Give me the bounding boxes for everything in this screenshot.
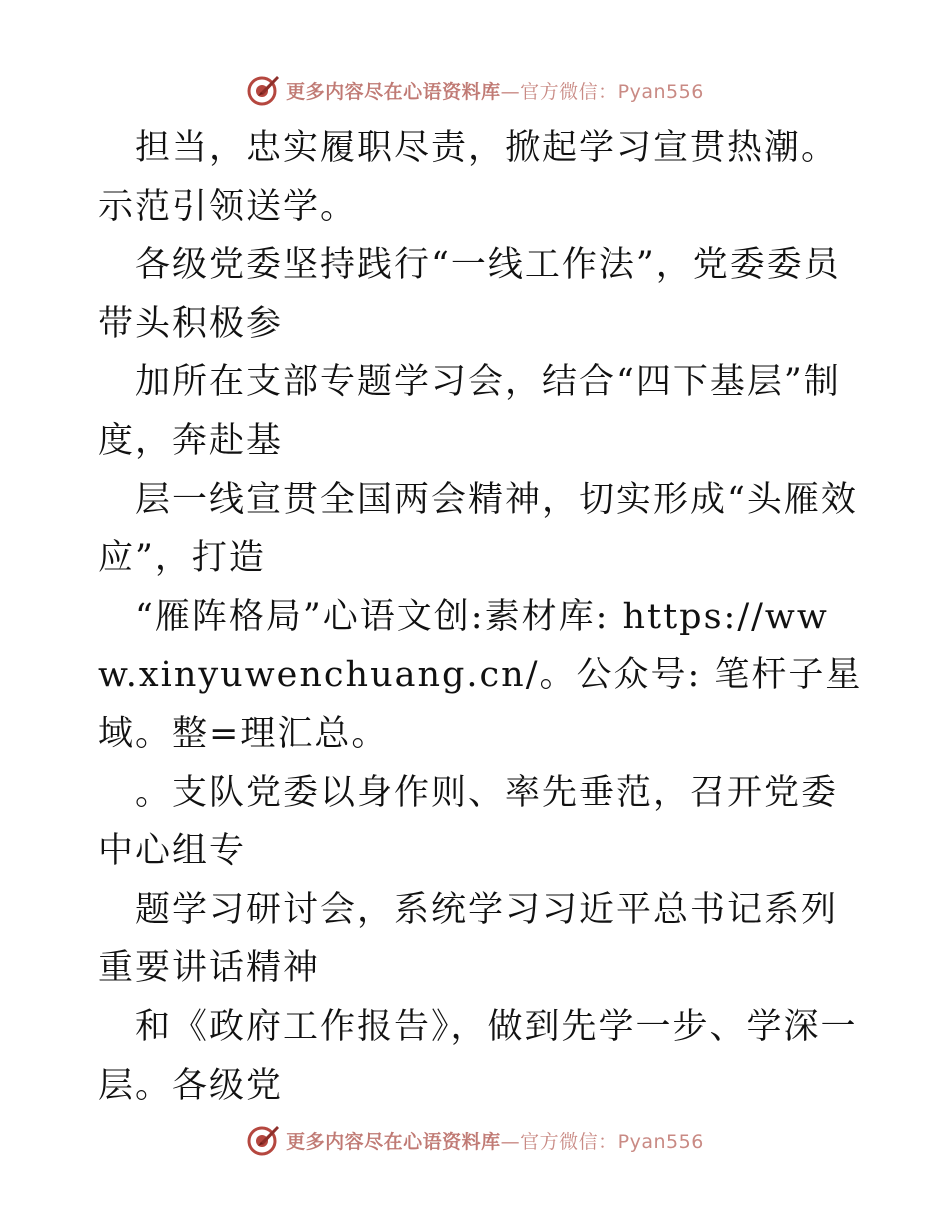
paragraph: “雁阵格局”心语文创:素材库: https://www.xinyuwenchuang.cn/。公众号: 笔杆子星域。整=理汇总。 [98,596,863,754]
footer-site-text: 更多内容尽在心语资料库 [286,1130,501,1153]
header-site-text: 更多内容尽在心语资料库 [286,80,501,103]
quill-seal-icon [246,1123,280,1157]
header-wechat-text: 官方微信：Pyan556 [520,80,704,103]
paragraph: 题学习研讨会，系统学习习近平总书记系列重要讲话精神 [98,889,839,989]
footer-watermark [0,1120,950,1160]
footer-separator: — [500,1130,521,1153]
quill-seal-icon [246,73,280,107]
header-separator: — [500,80,521,103]
paragraph: 层一线宣贯全国两会精神，切实形成“头雁效应”，打造 [98,479,858,579]
footer-watermark-inner [246,1123,704,1157]
document-body [98,119,868,1115]
paragraph: 加所在支部专题学习会，结合“四下基层”制度，奔赴基 [98,362,841,461]
header-watermark-text [286,77,704,104]
paragraph: 各级党委坚持践行“一线工作法”，党委委员带头积极参 [98,245,841,344]
footer-watermark-text [286,1127,704,1154]
paragraph: 。支队党委以身作则、率先垂范，召开党委中心组专 [98,772,839,872]
paragraph: 和《政府工作报告》，做到先学一步、学深一层。各级党 [98,1006,858,1106]
paragraph: 担当，忠实履职尽责，掀起学习宣贯热潮。示范引领送学。 [98,128,839,227]
header-watermark-inner [246,73,704,107]
header-watermark [0,70,950,110]
footer-wechat-text: 官方微信：Pyan556 [520,1130,704,1153]
